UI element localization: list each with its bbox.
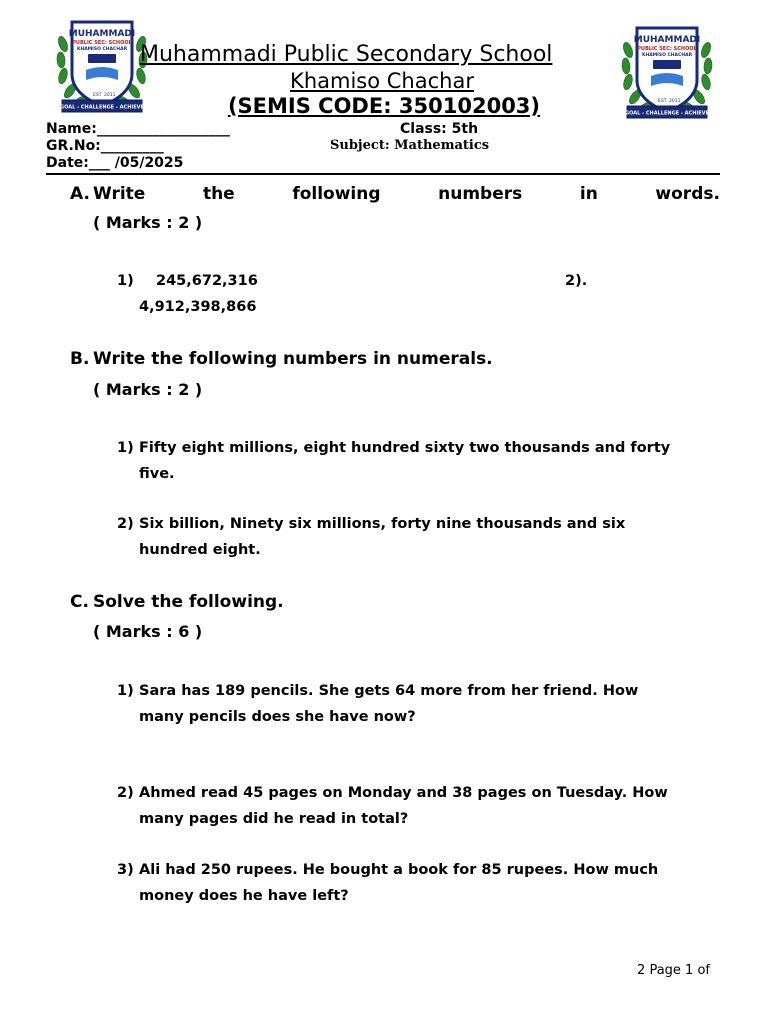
svg-text:GOAL - CHALLENGE - ACHIEVE: GOAL - CHALLENGE - ACHIEVE <box>625 110 709 117</box>
section-a-item-1-value: 245,672,316 <box>156 273 258 289</box>
section-b-marks: ( Marks : 2 ) <box>93 380 203 399</box>
section-b-item-2-line-2: hundred eight. <box>139 542 261 558</box>
svg-text:2011: 2011 <box>669 99 681 104</box>
section-b-title: Write the following numbers in numerals. <box>93 349 493 369</box>
section-b-item-1-line-1: Fifty eight millions, eight hundred sixty two thousands and forty <box>139 440 671 456</box>
svg-text:PUBLIC SEC: SCHOOL: PUBLIC SEC: SCHOOL <box>72 40 132 46</box>
section-b-item-1-number: 1) <box>117 440 134 456</box>
section-c-letter: C. <box>70 592 89 612</box>
svg-text:KHAMISO CHACHAR: KHAMISO CHACHAR <box>76 47 128 52</box>
section-c-title: Solve the following. <box>93 592 284 612</box>
semis-code: (SEMIS CODE: 350102003) <box>227 94 541 118</box>
section-c-item-2-number: 2) <box>117 785 134 801</box>
section-a-item-1-number: 1) <box>117 273 134 289</box>
svg-text:2011: 2011 <box>104 93 116 98</box>
student-name-field: Name:___________________ <box>46 121 230 137</box>
section-a-word: numbers <box>438 184 523 204</box>
svg-text:MUHAMMADI: MUHAMMADI <box>68 29 136 39</box>
class-label: Class: 5th <box>400 121 479 137</box>
section-c-item-1-line-1: Sara has 189 pencils. She gets 64 more from her friend. How <box>139 683 639 699</box>
section-b-item-2-line-1: Six billion, Ninety six millions, forty nine thousands and six <box>139 516 626 532</box>
section-a-word: the <box>202 184 235 204</box>
section-c-item-3-line-1: Ali had 250 rupees. He bought a book for 85 rupees. How much <box>139 862 659 878</box>
date-field: Date:___ /05/2025 <box>46 155 184 171</box>
section-a-marks: ( Marks : 2 ) <box>93 213 203 232</box>
section-a-word: in <box>579 184 598 204</box>
svg-text:MUHAMMADI: MUHAMMADI <box>633 35 701 45</box>
section-a-word: following <box>292 184 381 204</box>
section-c-item-2-line-2: many pages did he read in total? <box>139 811 409 827</box>
svg-text:PUBLIC SEC: SCHOOL: PUBLIC SEC: SCHOOL <box>637 46 697 52</box>
section-c-item-3-line-2: money does he have left? <box>139 888 349 904</box>
section-a-title <box>93 184 720 204</box>
section-b-letter: B. <box>70 349 90 369</box>
section-b-item-2-number: 2) <box>117 516 134 532</box>
section-a-letter: A. <box>70 184 90 204</box>
school-location: Khamiso Chachar <box>290 69 474 93</box>
svg-text:EST: EST <box>93 93 102 98</box>
section-c-item-1-line-2: many pencils does she have now? <box>139 709 416 725</box>
page-number: 2 Page 1 of <box>637 963 710 978</box>
section-c-item-3-number: 3) <box>117 862 134 878</box>
svg-text:KHAMISO CHACHAR: KHAMISO CHACHAR <box>641 53 693 58</box>
section-a-word: Write <box>93 184 146 204</box>
section-a-item-2-number: 2). <box>565 273 588 289</box>
subject-label: Subject: Mathematics <box>330 138 490 153</box>
school-name: Muhammadi Public Secondary School <box>140 42 553 67</box>
svg-text:EST: EST <box>658 99 667 104</box>
section-c-item-2-line-1: Ahmed read 45 pages on Monday and 38 pages on Tuesday. How <box>139 785 668 801</box>
section-a-word: words. <box>655 184 720 204</box>
gr-number-field: GR.No:_________ <box>46 138 164 154</box>
section-c-marks: ( Marks : 6 ) <box>93 622 203 641</box>
section-c-item-1-number: 1) <box>117 683 134 699</box>
svg-text:GOAL - CHALLENGE - ACHIEVE: GOAL - CHALLENGE - ACHIEVE <box>60 104 144 111</box>
section-b-item-1-line-2: five. <box>139 466 175 482</box>
section-a-item-2-value: 4,912,398,866 <box>139 299 257 315</box>
header-divider <box>46 173 720 175</box>
